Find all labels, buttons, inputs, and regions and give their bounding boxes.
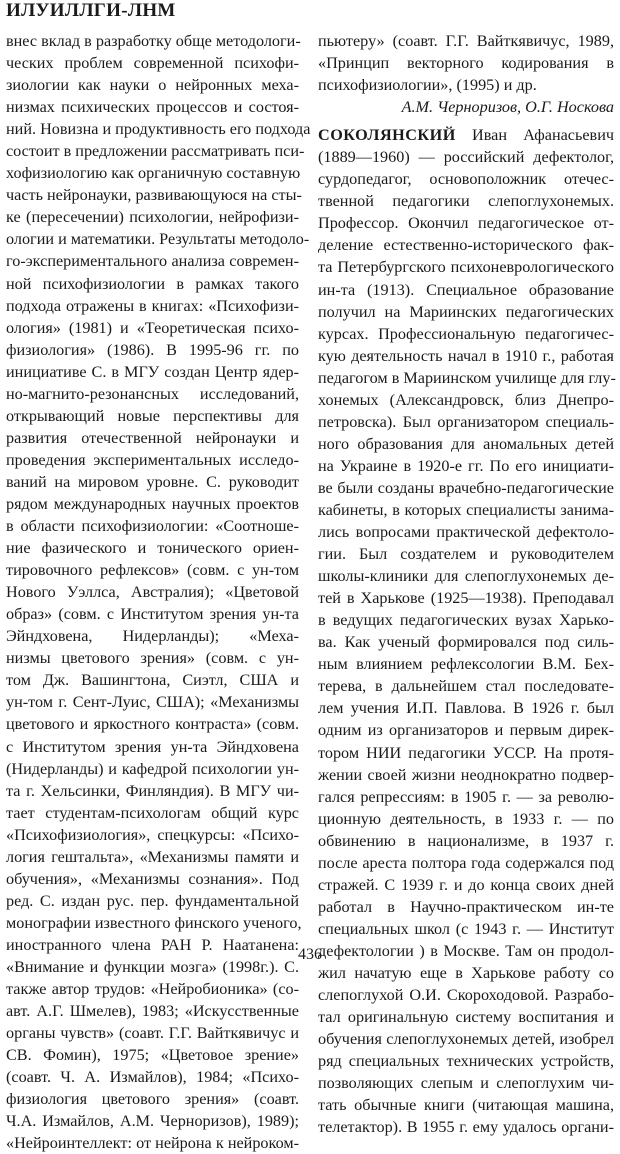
text-line: педагогом в Мариинском училище для глу- (318, 368, 616, 387)
text-line: открывающий новые перспективы для (6, 406, 299, 425)
text-line: ряд специальных технических устройств, (318, 1052, 614, 1071)
text-line: иностранного члена РАН Р. Наатанена: (6, 935, 299, 954)
previous-entry-continuation (318, 30, 614, 96)
text-line: тает студентам-психологам общий курс (6, 803, 299, 822)
text-line: ным влиянием рефлексологии В.М. Бех- (318, 655, 614, 674)
text-line: ний. Новизна и продуктивность его подхода (6, 120, 311, 139)
text-line: жил начатую еще в Харькове работу со (318, 963, 614, 982)
text-line: тором НИИ педагогики УССР. На протя- (318, 743, 614, 762)
text-line: (соавт. Ч. А. Измайлов), 1984; «Психо- (6, 1068, 299, 1087)
text-line: проведения экспериментальных исследо- (6, 450, 299, 469)
text-line: «Внимание и функции мозга» (1998г.). С. (6, 957, 299, 976)
text-line: в области психофизиологии: «Соотноше- (6, 517, 299, 536)
text-line: цветового и яркостного контраста» (совм. (6, 715, 299, 734)
entry-headword: СОКОЛЯНСКИЙ (318, 126, 456, 145)
author-signature: А.М. Черноризов, О.Г. Носкова (401, 98, 614, 117)
text-line: тал оригинальную систему воспитания и (318, 1008, 614, 1027)
text-line: логия гештальта», «Механизмы памяти и (6, 847, 299, 866)
text-line: слепоглухой О.И. Скороходовой. Разрабо- (318, 986, 614, 1005)
text-line: также автор трудов: «Нейробионика» (со- (6, 980, 299, 999)
text-line: петровска). Был организатором специаль- (318, 412, 614, 431)
text-line: ние фазического и тонического ориен- (6, 539, 299, 558)
text-line: ке (пересечении) психологии, нейрофизи- (6, 208, 299, 227)
text-line: та Петербургского психоневрологического (318, 258, 614, 277)
text-line: зиологии как науки о нейронных меха- (6, 76, 299, 95)
text-line: обучения», «Механизмы сознания». Под (6, 869, 299, 888)
text-line: ваний на мировом уровне. С. руководит (6, 472, 299, 491)
text-line: авт. А.Г. Шмелев), 1983; «Искусственные (6, 1002, 299, 1021)
text-line: школы-клиники для слепоглухонемых де- (318, 567, 614, 586)
text-line: жении своей жизни неоднократно подвер- (318, 765, 614, 784)
entry-heading-rest: Иван Афанасьевич (472, 126, 614, 145)
text-line: стражей. С 1939 г. и до конца своих дней (318, 875, 614, 894)
text-line: после ареста полтора года содержался под (318, 853, 614, 872)
text-line: кую деятельность начал в 1910 г., работая (318, 346, 614, 365)
text-line: пьютеру» (соавт. Г.Г. Вайткявичус, 1989, (318, 32, 614, 50)
right-column (318, 30, 614, 1138)
text-line: ва. Как ученый формировался под силь- (318, 633, 614, 652)
text-line: Ч.А. Измайлов, А.М. Черноризов), 1989); (6, 1112, 299, 1131)
text-line: инициативе С. в МГУ создан Центр ядер- (6, 362, 299, 381)
text-line: психофизиологии», (1995) и др. (318, 76, 537, 95)
text-line: внес вклад в разработку обще методологи- (6, 32, 301, 50)
text-line: на Украине в 1920-е гг. По его инициати- (318, 456, 614, 475)
text-line: в ведущих педагогических вузах Харько- (318, 611, 614, 630)
text-line: развития отечественной нейронауки и (6, 428, 299, 447)
text-line: хофизиологию как органичную составную (6, 164, 301, 183)
text-line: ун-том г. Сент-Луис, США); «Механизмы (6, 693, 299, 712)
text-line: ного образования для аномальных детей (318, 434, 614, 453)
text-line: (Нидерланды) и кафедрой психологии ун- (6, 759, 299, 778)
text-line: монографии известного финского ученого, (6, 913, 302, 932)
text-line: кабинеты, в которых специалисты занима- (318, 500, 614, 519)
text-line: обучения слепоглухонемых детей, изобрел (318, 1030, 614, 1049)
text-line: курсах. Профессиональную педагогичес- (318, 324, 614, 343)
text-line: обвинению в национализме, в 1937 г. (318, 831, 614, 850)
text-line: гии. Был создателем и руководителем (318, 545, 614, 564)
text-line: Профессор. Окончил педагогическое от- (318, 214, 614, 233)
text-line: тировочного рефлексов» (совм. с ун-том (6, 561, 299, 580)
text-line: (1889—1960) — российский дефектолог, (318, 148, 614, 167)
text-line: тей в Харькове (1925—1938). Преподавал (318, 589, 614, 608)
text-line: Эйндховена, Нидерланды); «Меха- (6, 627, 299, 646)
entry-heading-line (318, 124, 614, 146)
text-line: лись вопросами практической дефектоло- (318, 523, 614, 542)
text-line: ред. С. издан рус. пер. фундаментальной (6, 891, 299, 910)
text-line: работал в Научно-практическом ин-те (318, 897, 614, 916)
text-line: специальных школ (с 1943 г. — Институт (318, 919, 614, 938)
text-line: деление естественно-исторического фак- (318, 236, 614, 255)
page-number: 436 (298, 946, 322, 963)
text-line: рядом международных научных проектов (6, 494, 299, 513)
text-line: ве были созданы врачебно-педагогические (318, 478, 614, 497)
text-line: дефектологии ) в Москве. Там он продол- (318, 941, 614, 960)
text-line: ной психофизиологии в рамках такого (6, 274, 299, 293)
text-line: с Институтом зрения ун-та Эйндховена (6, 737, 299, 756)
text-line: низмах психических процессов и состоя- (6, 98, 299, 117)
text-line: позволяющих слепым и слепоглухим чи- (318, 1074, 614, 1093)
text-line: одним из организаторов и первым дирек- (318, 721, 614, 740)
text-line: терева, в дальнейшем стал последовате- (318, 677, 614, 696)
text-line: Нового Уэллса, Австралия); «Цветовой (6, 583, 299, 602)
entry-body (318, 146, 614, 1138)
text-line: физиология» (1986). В 1995-96 гг. по (6, 340, 299, 359)
text-line: го-экспериментального анализа современ- (6, 252, 299, 271)
text-line: ционную деятельность, в 1933 г. — по (318, 809, 614, 828)
text-line: «Психофизиология», спецкурсы: «Психо- (6, 825, 299, 844)
text-line: тать обычные книги (читающая машина, (318, 1096, 614, 1115)
text-line: лем учения И.П. Павлова. В 1926 г. был (318, 699, 614, 718)
text-line: гался репрессиям: в 1905 г. — за револю- (318, 787, 614, 806)
text-line: «Принцип векторного кодирования в (318, 54, 614, 73)
text-line: та г. Хельсинки, Финляндия). В МГУ чи- (6, 781, 299, 800)
text-line: хонемых (Александровск, близ Днепро- (318, 390, 614, 409)
text-line: СВ. Фомин), 1975; «Цветовое зрение» (6, 1046, 299, 1065)
text-line: физиология цветового зрения» (соавт. (6, 1090, 299, 1109)
running-head: ИЛУИЛЛГИ-ЛНМ (6, 0, 176, 21)
text-line: состоит в предложении рассматривать пси- (6, 142, 305, 161)
text-line: ологии и математики. Результаты методоло- (6, 230, 310, 249)
text-line: «Нейроинтеллект: от нейрона к нейроком- (6, 1134, 299, 1153)
text-line: том Дж. Вашингтона, Сиэтл, США и (6, 671, 299, 690)
text-line: подхода отражены в книгах: «Психофизи- (6, 296, 299, 315)
text-line: ческих проблем современной психофи- (6, 54, 299, 73)
text-line: ин-та (1913). Специальное образование (318, 280, 614, 299)
text-line: твенной педагогики слепоглухонемых. (318, 192, 614, 211)
text-line: получил на Мариинских педагогических (318, 302, 614, 321)
text-line: телетактор). В 1955 г. ему удалось органи- (318, 1118, 614, 1137)
text-line: но-магнито-резонансных исследований, (6, 384, 299, 403)
text-line: часть нейронауки, развивающуюся на сты- (6, 186, 302, 205)
text-line: ология» (1981) и «Теоретическая психо- (6, 318, 299, 337)
text-line: органы чувств» (соавт. Г.Г. Вайткявичус и (6, 1024, 299, 1043)
text-line: образ» (совм. с Институтом зрения ун-та (6, 605, 299, 624)
text-line: сурдопедагог, основоположник отечес- (318, 170, 614, 189)
text-line: низмы цветового зрения» (совм. с ун- (6, 649, 299, 668)
